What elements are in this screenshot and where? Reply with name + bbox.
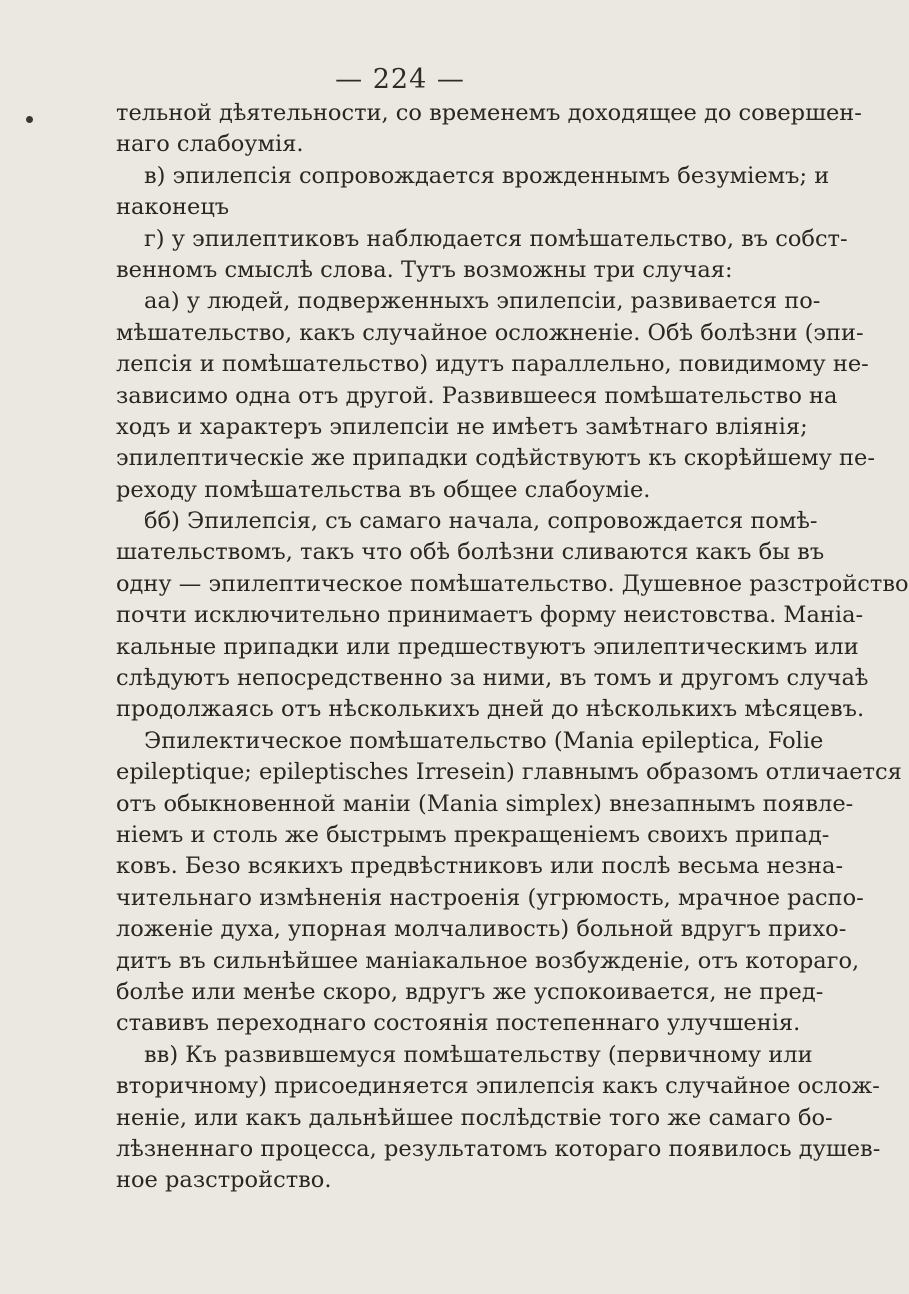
text-line: лѣзненнаго процесса, результатомъ котораго появилось душев- — [116, 1135, 881, 1162]
text-line: неніе, или какъ дальнѣйшее послѣдствіе того же самаго бо- — [116, 1104, 833, 1131]
text-line: вторичному) присоединяется эпилепсія какъ случайное ослож- — [116, 1073, 880, 1100]
text-line: тельной дѣятельности, со временемъ доходящее до совершен- — [116, 100, 862, 126]
text-line: отъ обыкновенной маніи (Mania simplex) внезапнымъ появле- — [116, 790, 854, 817]
text-line: ковъ. Безо всякихъ предвѣстниковъ или послѣ весьма незна- — [116, 853, 844, 880]
text-line: эпилептическіе же припадки содѣйствуютъ къ скорѣйшему пе- — [116, 445, 875, 472]
text-line: ставивъ переходнаго состоянія постепеннаго улучшенія. — [116, 1010, 801, 1037]
text-line: ложеніе духа, упорная молчаливость) больной вдругъ прихо- — [116, 916, 847, 943]
text-line: венномъ смыслѣ слова. Тутъ возможны три случая: — [116, 256, 733, 283]
text-line: слѣдуютъ непосредственно за ними, въ томъ и другомъ случаѣ — [116, 665, 869, 692]
text-line: продолжаясь отъ нѣсколькихъ дней до нѣсколькихъ мѣсяцевъ. — [116, 696, 865, 723]
text-line: дитъ въ сильнѣйшее маніакальное возбужденіе, отъ котораго, — [116, 947, 860, 974]
text-line: вв) Къ развившемуся помѣшательству (первичному или — [144, 1041, 813, 1068]
text-line: наго слабоумія. — [116, 131, 304, 158]
text-line: наконецъ — [116, 194, 230, 221]
text-line: epileptique; epileptisches Irresein) главнымъ образомъ отличается — [116, 759, 902, 786]
text-line: бб) Эпилепсія, съ самаго начала, сопровождается помѣ- — [144, 508, 818, 535]
text-line: реходу помѣшательства въ общее слабоуміе. — [116, 476, 651, 503]
text-line: чительнаго измѣненія настроенія (угрюмость, мрачное распо- — [116, 884, 864, 911]
text-line: кальные припадки или предшествуютъ эпилептическимъ или — [116, 633, 859, 660]
text-line: почти исключительно принимаетъ форму неистовства. Маніа- — [116, 602, 864, 629]
text-line: в) эпилепсія сопровождается врожденнымъ безуміемъ; и — [144, 162, 830, 189]
text-line: аа) у людей, подверженныхъ эпилепсіи, развивается по- — [144, 288, 821, 315]
margin-dot-mark — [26, 116, 33, 123]
text-line: болѣе или менѣе скоро, вдругъ же успокоивается, не пред- — [116, 978, 824, 1005]
text-line: ніемъ и столь же быстрымъ прекращеніемъ своихъ припад- — [116, 821, 830, 848]
text-line: лепсія и помѣшательство) идутъ параллельно, повидимому не- — [116, 351, 869, 378]
text-line: одну — эпилептическое помѣшательство. Душевное разстройство — [116, 570, 909, 597]
text-line: Эпилектическое помѣшательство (Mania epileptica, Folie — [144, 727, 824, 754]
text-line: шательствомъ, такъ что обѣ болѣзни сливаются какъ бы въ — [116, 539, 825, 566]
text-line: ходъ и характеръ эпилепсіи не имѣетъ замѣтнаго вліянія; — [116, 413, 808, 440]
text-line: ное разстройство. — [116, 1167, 332, 1194]
text-line: мѣшательство, какъ случайное осложненіе. Обѣ болѣзни (эпи- — [116, 319, 864, 346]
text-line: г) у эпилептиковъ наблюдается помѣшательство, въ собст- — [144, 225, 848, 252]
text-line: зависимо одна отъ другой. Развившееся помѣшательство на — [116, 382, 838, 409]
body-text — [116, 98, 909, 1197]
page-number: — 224 — — [335, 64, 465, 95]
